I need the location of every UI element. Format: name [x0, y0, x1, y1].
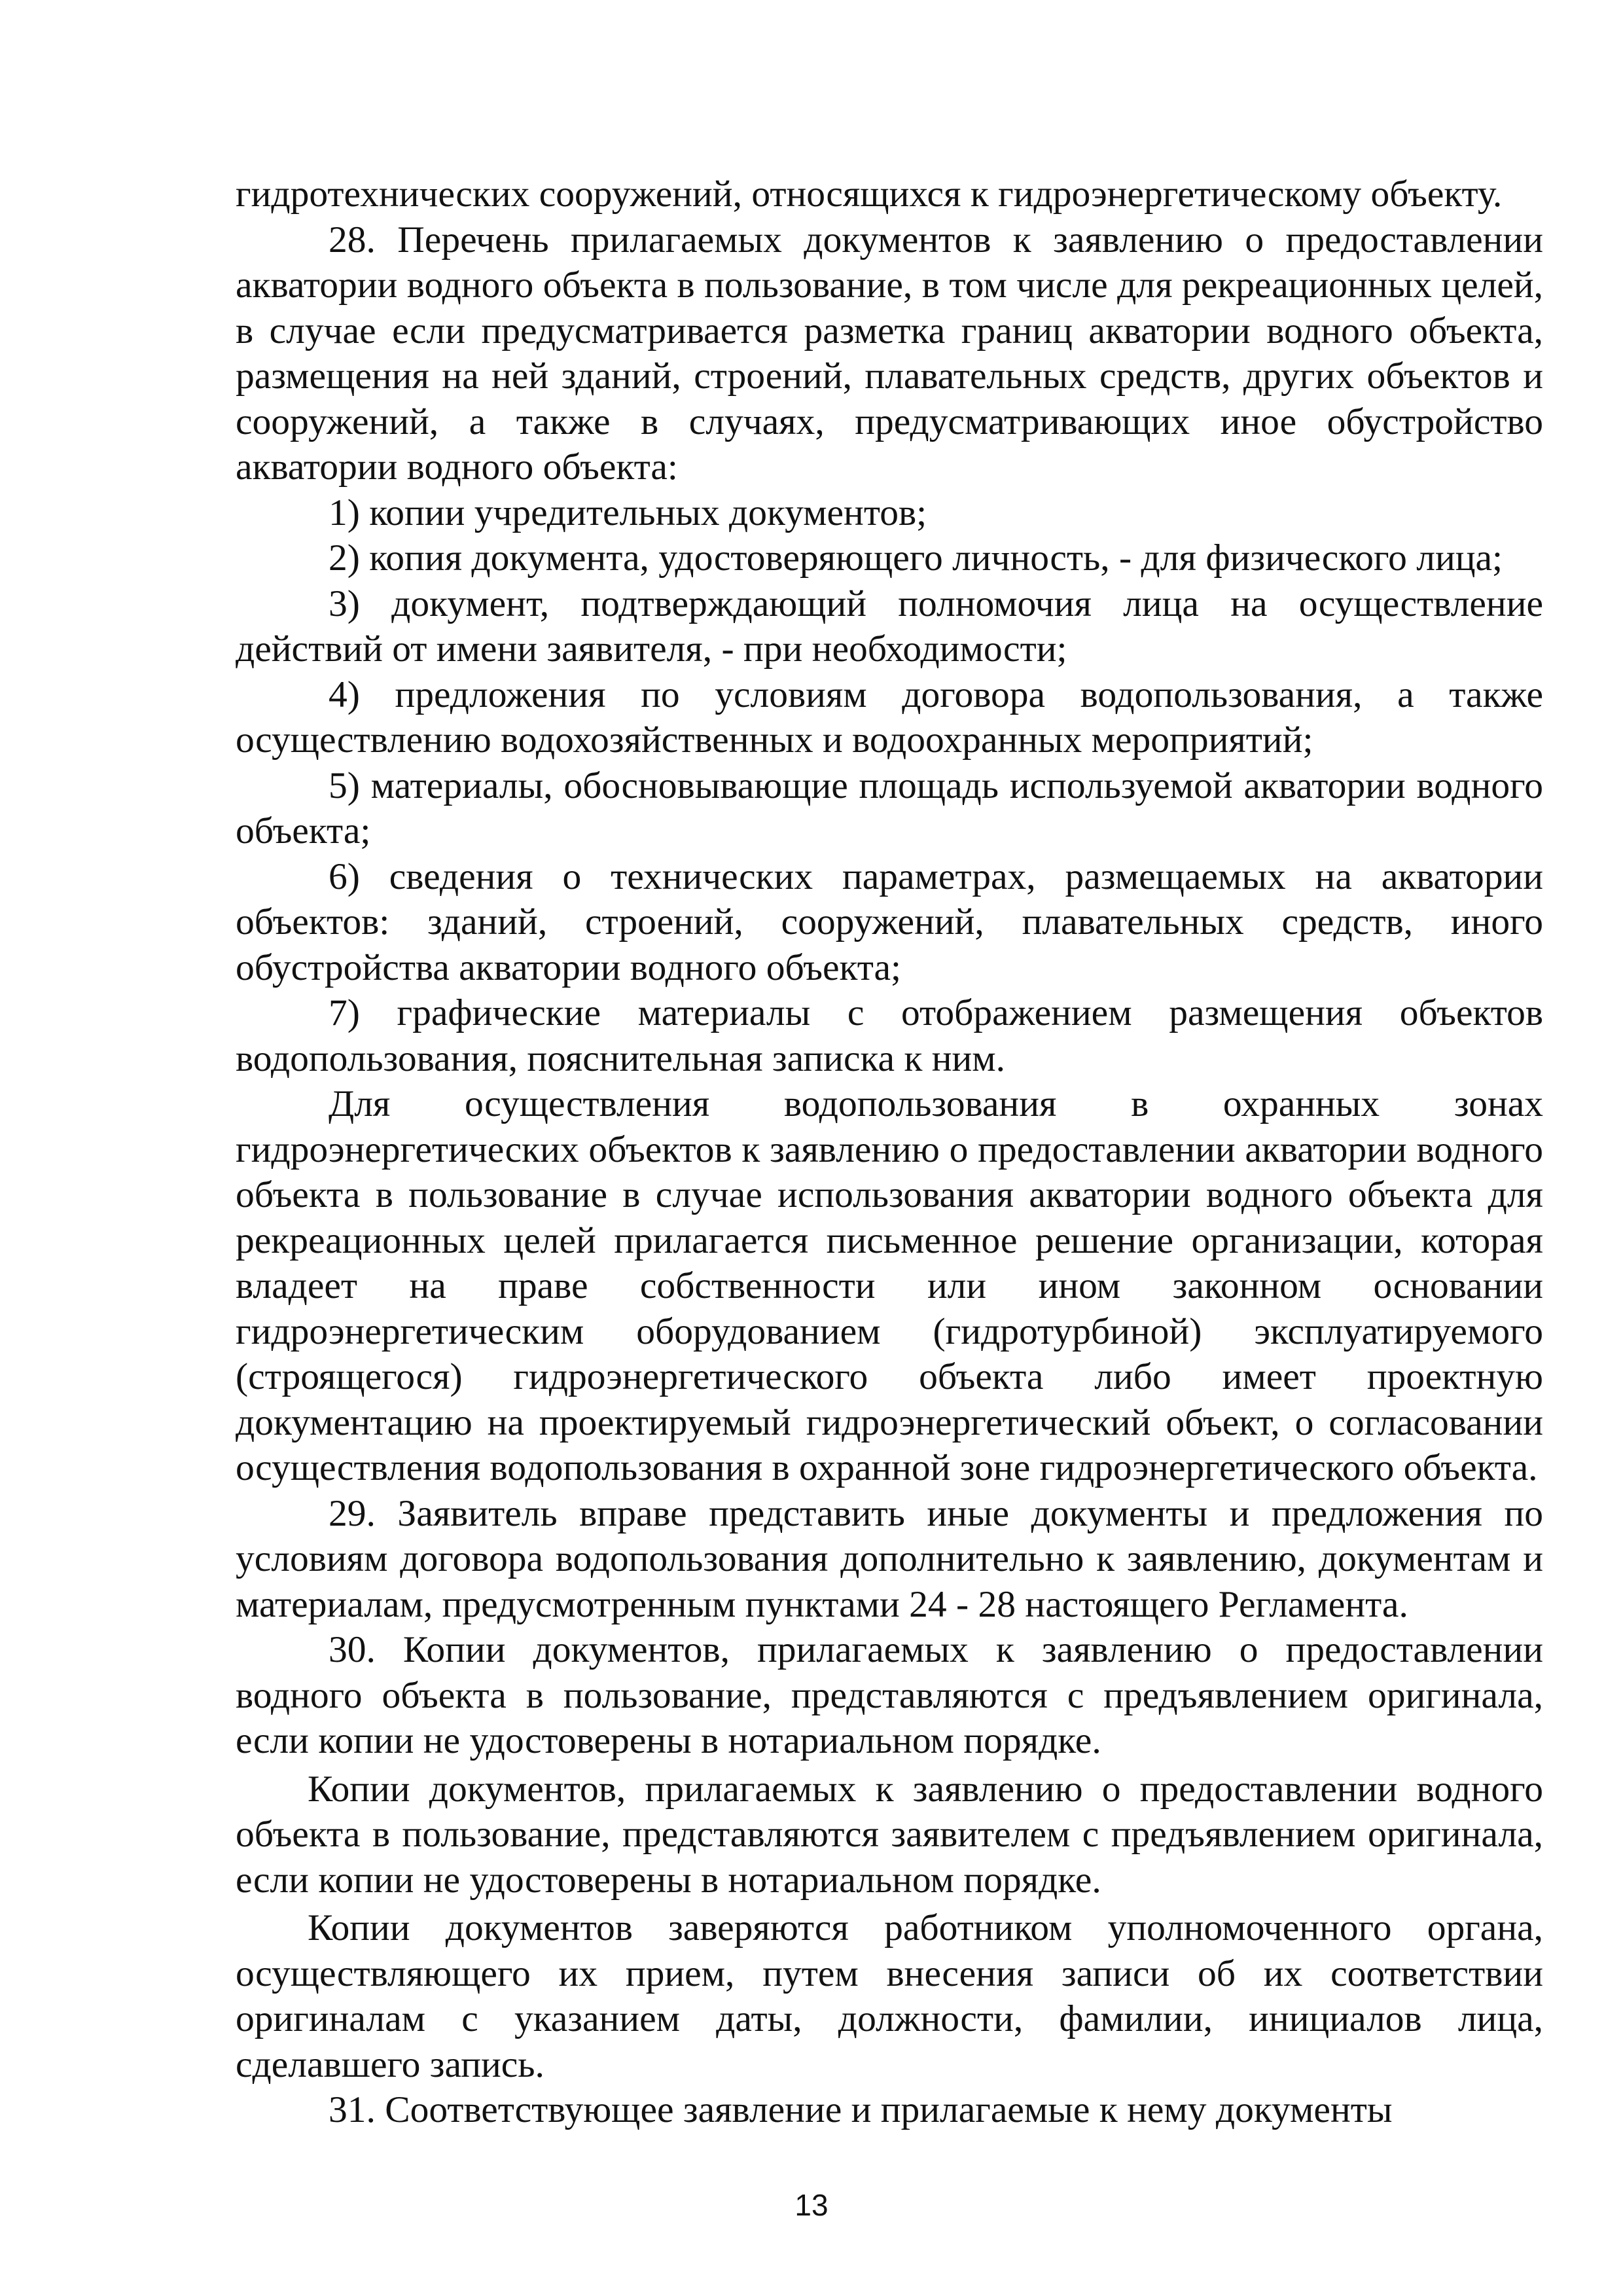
paragraph-item-29: 29. Заявитель вправе представить иные документы и предложения по условиям договора водопользования дополнительно к заявлению, документам и материалам, предусмотренным пунктами 24 - 28 настоящего Регламента.: [236, 1492, 1543, 1625]
paragraph-copies-applicant: Копии документов, прилагаемых к заявлению о предоставлении водного объекта в пользование, представляются заявителем с предъявлением оригинала, если копии не удостоверены в нотариальном порядке.: [236, 1768, 1543, 1901]
paragraph-item-28: 28. Перечень прилагаемых документов к заявлению о предоставлении акватории водного объекта в пользование, в том числе для рекреационных целей, в случае если предусматривается разметка границ акватории водного объекта, размещения на ней зданий, строений, плавательных средств, других объектов и сооружений, а также в случаях, предусматривающих иное обустройство акватории водного объекта:: [236, 219, 1543, 488]
page-number: 13: [794, 2188, 829, 2222]
paragraph-item-31: 31. Соответствующее заявление и прилагаемые к нему документы: [329, 2089, 1393, 2130]
document-page: [236, 171, 1543, 2133]
list-item-1: 1) копии учредительных документов;: [329, 492, 927, 533]
paragraph-item-30: 30. Копии документов, прилагаемых к заявлению о предоставлении водного объекта в пользование, представляются с предъявлением оригинала, если копии не удостоверены в нотариальном порядке.: [236, 1629, 1543, 1761]
paragraph-hydro-zones: Для осуществления водопользования в охранных зонах гидроэнергетических объектов к заявлению о предоставлении акватории водного объекта в пользование в случае использования акватории водного объекта для рекреационных целей прилагается письменное решение организации, которая владеет на праве собственности или ином законном основании гидроэнергетическим оборудованием (гидротурбиной) эксплуатируемого (строящегося) гидроэнергетического объекта либо имеет проектную документацию на проектируемый гидроэнергетический объект, о согласовании осуществления водопользования в охранной зоне гидроэнергетического объекта.: [236, 1083, 1543, 1488]
list-item-7: 7) графические материалы с отображением размещения объектов водопользования, пояснительная записка к ним.: [236, 992, 1543, 1079]
list-item-3: 3) документ, подтверждающий полномочия лица на осуществление действий от имени заявителя, - при необходимости;: [236, 583, 1543, 670]
list-item-4: 4) предложения по условиям договора водопользования, а также осуществлению водохозяйственных и водоохранных мероприятий;: [236, 673, 1543, 761]
paragraph-continuation: гидротехнических сооружений, относящихся к гидроэнергетическому объекту.: [236, 173, 1503, 215]
paragraph-copies-certified: Копии документов заверяются работником уполномоченного органа, осуществляющего их прием, путем внесения записи об их соответствии оригиналам с указанием даты, должности, фамилии, инициалов лица, сделавшего запись.: [236, 1907, 1543, 2085]
list-item-2: 2) копия документа, удостоверяющего личность, - для физического лица;: [329, 537, 1503, 579]
list-item-5: 5) материалы, обосновывающие площадь используемой акватории водного объекта;: [236, 764, 1543, 852]
list-item-6: 6) сведения о технических параметрах, размещаемых на акватории объектов: зданий, строений, сооружений, плавательных средств, иного обустройства акватории водного объекта;: [236, 855, 1543, 988]
